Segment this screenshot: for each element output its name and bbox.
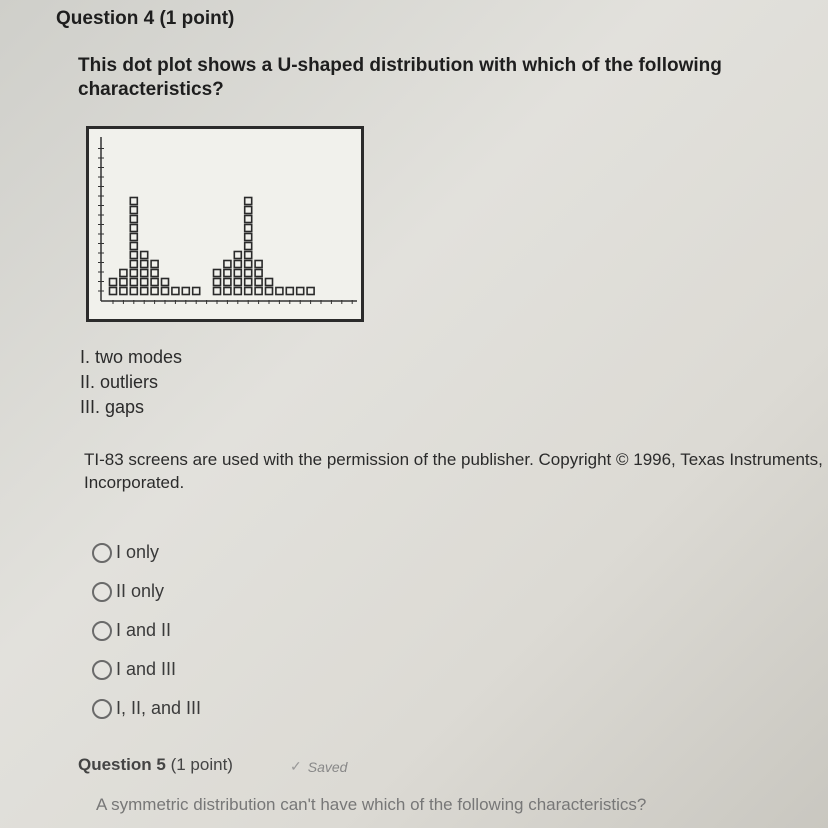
dot-mark xyxy=(130,270,137,277)
dot-mark xyxy=(245,216,252,223)
dot-mark xyxy=(266,279,273,286)
copyright-notice: TI-83 screens are used with the permission of the publisher. Copyright © 1996, Texas Instruments, Incorporated. xyxy=(84,450,823,492)
option-label: I, II, and III xyxy=(116,698,202,718)
option-label: II only xyxy=(116,581,165,601)
dot-mark xyxy=(245,198,252,205)
dot-mark xyxy=(120,288,127,295)
radio-button[interactable] xyxy=(92,543,112,563)
radio-button[interactable] xyxy=(92,660,112,680)
dot-mark xyxy=(245,270,252,277)
option-i-and-iii[interactable] xyxy=(92,650,201,689)
dot-mark xyxy=(234,261,241,268)
question-5-points: (1 point) xyxy=(170,755,233,774)
dot-mark xyxy=(141,252,148,259)
question-5-label: Question 5 xyxy=(78,755,166,774)
dot-mark xyxy=(224,279,231,286)
radio-button[interactable] xyxy=(92,582,112,602)
statement-2: II. outliers xyxy=(80,372,159,392)
dot-mark xyxy=(245,243,252,250)
question-5-text: A symmetric distribution can't have which of the following characteristics? xyxy=(96,795,647,814)
option-label: I and III xyxy=(116,659,177,679)
question-4-title: Question 4 (1 point) xyxy=(56,8,235,29)
option-ii-only[interactable] xyxy=(92,572,201,611)
dot-mark xyxy=(255,270,262,277)
dot-mark xyxy=(130,288,137,295)
saved-label: Saved xyxy=(307,758,348,775)
dot-mark xyxy=(130,216,137,223)
option-i-and-ii[interactable] xyxy=(92,611,201,650)
dot-mark xyxy=(307,288,314,295)
dot-mark xyxy=(276,288,283,295)
dot-mark xyxy=(151,288,158,295)
dot-mark xyxy=(224,270,231,277)
dot-mark xyxy=(255,279,262,286)
dot-mark xyxy=(245,279,252,286)
dot-mark xyxy=(234,252,241,259)
dot-mark xyxy=(234,279,241,286)
dot-mark xyxy=(151,279,158,286)
dot-mark xyxy=(141,270,148,277)
dot-mark xyxy=(141,261,148,268)
option-all[interactable] xyxy=(92,689,201,728)
dot-plot-svg xyxy=(89,129,361,319)
dot-mark xyxy=(130,225,137,232)
dot-mark xyxy=(120,270,127,277)
option-label: I and II xyxy=(116,620,172,640)
dot-mark xyxy=(224,288,231,295)
dot-mark xyxy=(110,288,117,295)
dot-mark xyxy=(130,234,137,241)
dot-mark xyxy=(214,270,221,277)
check-icon: ✓ xyxy=(290,758,302,774)
dot-mark xyxy=(224,261,231,268)
dot-plot xyxy=(86,126,364,322)
dot-mark xyxy=(255,288,262,295)
statement-list xyxy=(80,345,182,420)
dot-mark xyxy=(110,279,117,286)
dot-mark xyxy=(245,207,252,214)
dot-mark xyxy=(151,270,158,277)
dot-mark xyxy=(130,252,137,259)
dot-mark xyxy=(193,288,200,295)
dot-mark xyxy=(234,288,241,295)
dot-mark xyxy=(130,261,137,268)
dot-mark xyxy=(266,288,273,295)
dot-mark xyxy=(255,261,262,268)
dot-mark xyxy=(130,243,137,250)
dot-mark xyxy=(141,288,148,295)
dot-mark xyxy=(245,252,252,259)
statement-3: III. gaps xyxy=(80,397,145,417)
dot-mark xyxy=(162,288,169,295)
dot-mark xyxy=(130,207,137,214)
radio-button[interactable] xyxy=(92,699,112,719)
dot-mark xyxy=(245,234,252,241)
answer-options xyxy=(92,533,201,728)
dot-mark xyxy=(120,279,127,286)
option-i-only[interactable] xyxy=(92,533,201,572)
dot-mark xyxy=(297,288,304,295)
option-label: I only xyxy=(116,542,160,562)
statement-1: I. two modes xyxy=(80,347,183,367)
dot-mark xyxy=(162,279,169,286)
dot-mark xyxy=(286,288,293,295)
dot-mark xyxy=(130,198,137,205)
dot-mark xyxy=(182,288,189,295)
dot-mark xyxy=(151,261,158,268)
question-4-text: This dot plot shows a U-shaped distribution with which of the following characteristics? xyxy=(78,55,722,100)
dot-mark xyxy=(141,279,148,286)
dot-mark xyxy=(245,225,252,232)
dot-mark xyxy=(234,270,241,277)
dot-mark xyxy=(214,288,221,295)
question-5-title xyxy=(78,755,233,775)
dot-mark xyxy=(245,261,252,268)
dot-mark xyxy=(245,288,252,295)
dot-mark xyxy=(130,279,137,286)
dot-mark xyxy=(172,288,179,295)
saved-status xyxy=(290,758,347,775)
dot-mark xyxy=(214,279,221,286)
radio-button[interactable] xyxy=(92,621,112,641)
